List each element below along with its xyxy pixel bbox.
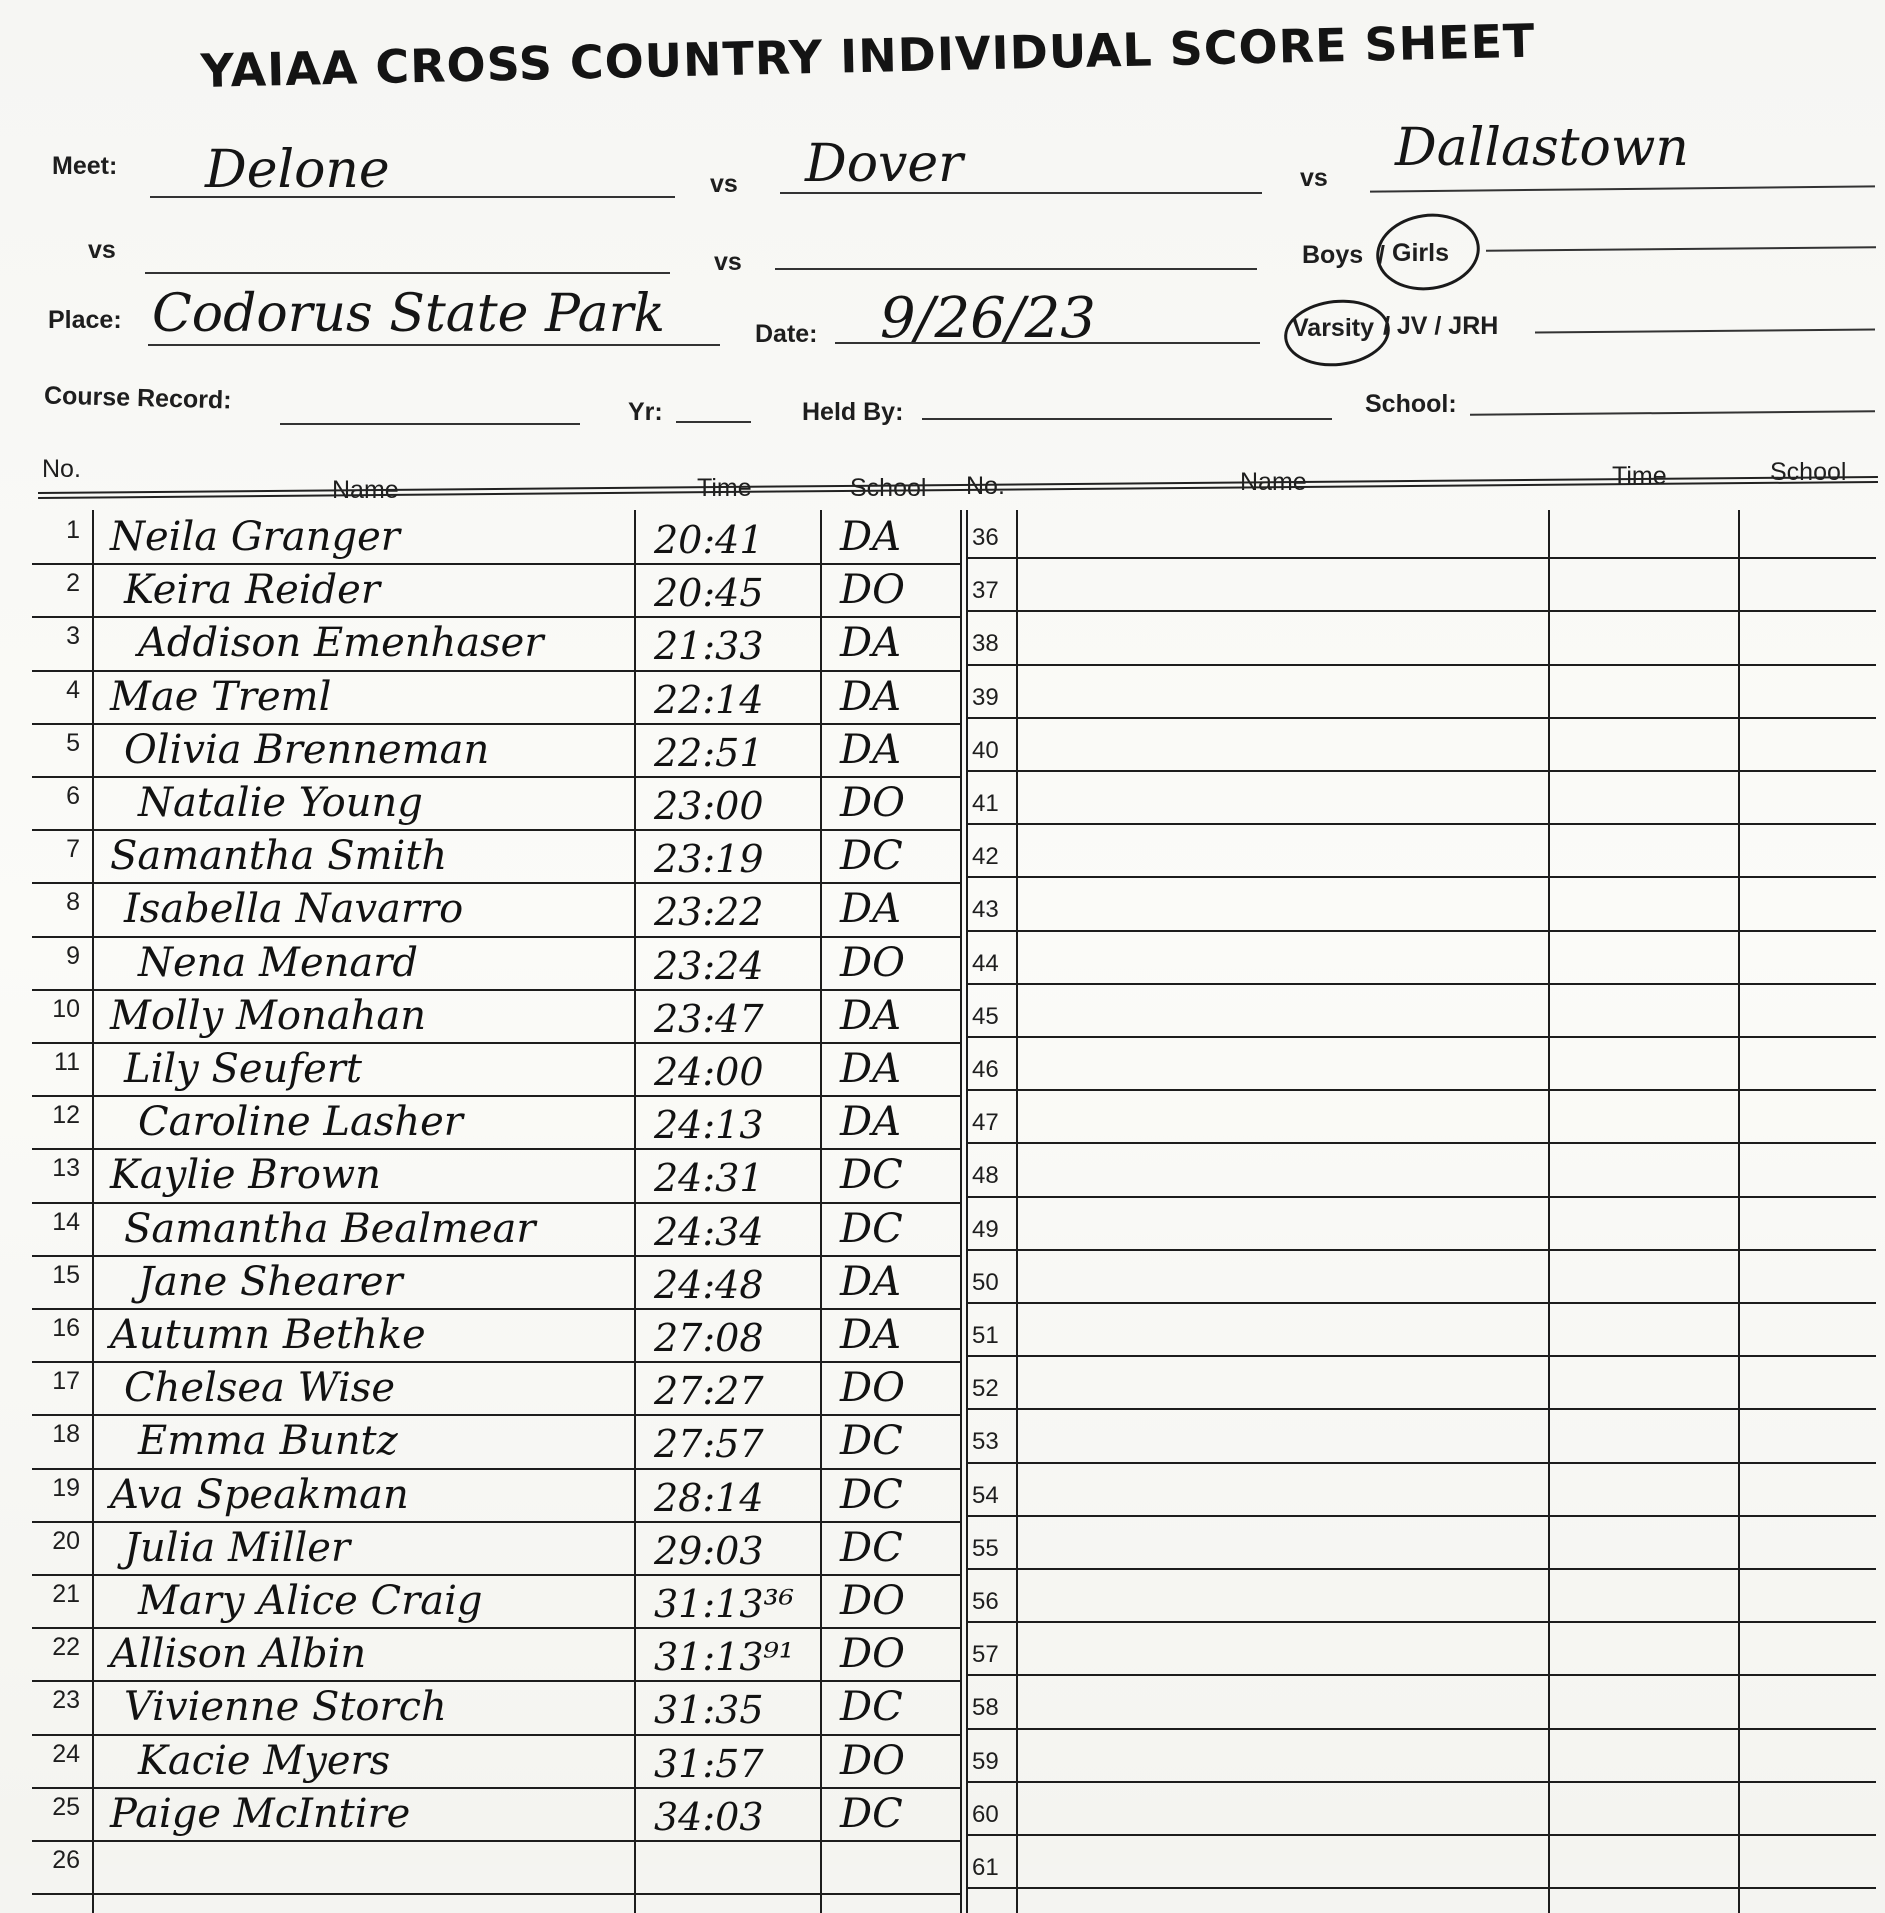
runner-name[interactable]: Allison Albin	[110, 1631, 367, 1678]
runner-name[interactable]: Chelsea Wise	[124, 1365, 395, 1412]
school-code[interactable]: DC	[840, 1152, 903, 1199]
row-number: 53	[972, 1428, 999, 1456]
row-number: 23	[52, 1686, 80, 1715]
row-number: 37	[972, 577, 999, 605]
table-row-line	[966, 1249, 1876, 1251]
finish-time[interactable]: 24:31	[654, 1156, 764, 1201]
col-divider-no	[92, 510, 94, 1913]
header-school-left: School	[850, 474, 927, 502]
runner-name[interactable]: Ava Speakman	[110, 1471, 409, 1518]
row-number: 19	[52, 1473, 80, 1502]
table-row-line	[966, 1196, 1876, 1198]
date-label: Date:	[755, 320, 818, 348]
school-code[interactable]: DA	[840, 886, 901, 933]
table-row-line	[32, 1787, 962, 1789]
meet-label: Meet:	[52, 152, 118, 180]
school-line	[1470, 410, 1875, 416]
runner-name[interactable]: Addison Emenhaser	[138, 620, 544, 667]
school-code[interactable]: DC	[840, 1684, 903, 1731]
row-number: 6	[66, 782, 80, 810]
table-row-line	[966, 1036, 1876, 1038]
header-name-right: Name	[1240, 468, 1307, 496]
runner-name[interactable]: Lily Seufert	[124, 1046, 362, 1092]
runner-name[interactable]: Samantha Bealmear	[124, 1205, 536, 1252]
finish-time[interactable]: 31:13³⁶	[654, 1582, 794, 1626]
table-row-line	[32, 1308, 962, 1310]
col-divider-time	[820, 510, 822, 1913]
runner-name[interactable]: Olivia Brenneman	[124, 726, 490, 773]
table-row-line	[966, 1515, 1876, 1517]
school-code[interactable]: DC	[840, 1205, 903, 1252]
header-school-right: School	[1770, 458, 1847, 486]
finish-time[interactable]: 24:34	[654, 1209, 764, 1254]
row-number: 4	[66, 675, 80, 704]
runner-name[interactable]: Jane Shearer	[138, 1258, 403, 1305]
gender-separator: /	[1378, 241, 1385, 269]
table-row-line	[32, 1627, 962, 1629]
table-row-line	[966, 930, 1876, 932]
table-row-line	[32, 723, 962, 725]
row-number: 60	[972, 1800, 999, 1828]
table-row-line	[966, 770, 1876, 772]
row-number: 18	[52, 1420, 80, 1449]
runner-name[interactable]: Keira Reider	[124, 567, 380, 614]
table-row-line	[32, 1680, 962, 1682]
selected-girls-circle	[1371, 207, 1485, 297]
table-row-line	[966, 664, 1876, 666]
header-no-right: No.	[966, 472, 1005, 500]
school-code[interactable]: DO	[840, 567, 905, 614]
school-code[interactable]: DC	[840, 1524, 903, 1571]
table-row-line	[966, 1302, 1876, 1304]
row-number: 11	[54, 1048, 80, 1076]
finish-time[interactable]: 28:14	[654, 1475, 764, 1520]
course-record-line	[280, 423, 580, 425]
row-number: 55	[972, 1534, 999, 1562]
row-number: 15	[52, 1260, 80, 1289]
row-number: 42	[972, 843, 999, 871]
header-no-left: No.	[42, 455, 81, 483]
row-number: 21	[52, 1580, 80, 1608]
runner-name[interactable]: Julia Miller	[124, 1524, 351, 1571]
runner-name[interactable]: Kaylie Brown	[110, 1152, 381, 1199]
school-code[interactable]: DC	[840, 1471, 903, 1518]
table-row-line	[32, 1574, 962, 1576]
school-code[interactable]: DC	[840, 1418, 903, 1465]
vs-label-1: vs	[710, 170, 738, 198]
vs-label-2: vs	[1300, 164, 1328, 192]
col-divider-school-b	[966, 510, 968, 1913]
table-row-line	[32, 670, 962, 672]
yr-label: Yr:	[628, 398, 663, 426]
row-number: 46	[972, 1056, 999, 1083]
row-number: 50	[972, 1268, 999, 1296]
table-row-line	[966, 876, 1876, 878]
finish-time[interactable]: 22:14	[654, 677, 764, 722]
school-code[interactable]: DA	[840, 1046, 901, 1092]
row-number: 49	[972, 1215, 999, 1243]
row-number: 56	[972, 1588, 999, 1615]
finish-time[interactable]: 24:48	[654, 1262, 764, 1307]
table-row-line	[32, 1042, 962, 1044]
table-row-line	[966, 1621, 1876, 1623]
row-number: 12	[52, 1101, 80, 1130]
runner-name[interactable]: Kacie Myers	[138, 1737, 391, 1784]
row-number: 51	[972, 1322, 999, 1349]
finish-time[interactable]: 31:13⁹¹	[654, 1635, 794, 1680]
table-row-line	[32, 616, 962, 618]
row-number: 13	[52, 1154, 80, 1183]
school-code[interactable]: DA	[840, 1312, 901, 1358]
level-varsity[interactable]: Varsity	[1292, 314, 1375, 342]
table-row-line	[966, 1355, 1876, 1357]
finish-time[interactable]: 23:22	[654, 890, 764, 935]
runner-name[interactable]: Samantha Smith	[110, 833, 448, 880]
table-row-line	[966, 1568, 1876, 1570]
row-number: 39	[972, 683, 999, 711]
table-row-line	[32, 1893, 962, 1895]
table-row-line	[32, 1095, 962, 1097]
table-row-line	[32, 563, 962, 565]
row-number: 54	[972, 1481, 999, 1509]
row-number: 47	[972, 1109, 999, 1137]
table-row-line	[966, 983, 1876, 985]
table-row-line	[32, 1521, 962, 1523]
col-divider-time-right	[1738, 510, 1740, 1913]
table-row-line	[966, 1408, 1876, 1410]
row-number: 14	[52, 1207, 80, 1236]
table-row-line	[32, 1202, 962, 1204]
runner-name[interactable]: Paige McIntire	[110, 1790, 411, 1837]
place-value[interactable]: Codorus State Park	[152, 284, 665, 344]
runner-name[interactable]: Mae Treml	[110, 673, 332, 720]
level-other-options[interactable]: / JV / JRH	[1383, 312, 1499, 340]
table-row-line	[32, 1468, 962, 1470]
row-number: 61	[972, 1854, 999, 1881]
school-code[interactable]: DA	[840, 1258, 901, 1305]
held-by-label: Held By:	[802, 398, 904, 426]
school-code[interactable]: DC	[840, 1790, 903, 1837]
held-by-line	[922, 418, 1332, 420]
vs-label-4: vs	[714, 248, 742, 276]
row-number: 17	[52, 1367, 80, 1396]
finish-time[interactable]: 23:19	[654, 837, 764, 882]
table-row-line	[32, 829, 962, 831]
finish-time[interactable]: 27:57	[654, 1422, 764, 1467]
school-code[interactable]: DO	[840, 1578, 905, 1624]
table-row-line	[966, 1462, 1876, 1464]
row-number: 22	[52, 1633, 80, 1662]
finish-time[interactable]: 23:47	[654, 996, 764, 1041]
header-time-left: Time	[697, 474, 752, 502]
finish-time[interactable]: 34:03	[654, 1794, 764, 1839]
row-number: 43	[972, 896, 999, 924]
row-number: 38	[972, 630, 999, 658]
gender-line	[1486, 246, 1876, 251]
col-divider-name-right	[1548, 510, 1550, 1913]
runner-name[interactable]: Nena Menard	[138, 939, 418, 986]
gender-boys[interactable]: Boys	[1302, 241, 1364, 269]
school-label: School:	[1365, 390, 1457, 418]
row-number: 59	[972, 1747, 999, 1775]
col-divider-no-right	[1016, 510, 1018, 1913]
row-number: 9	[66, 941, 80, 970]
table-row-line	[966, 610, 1876, 612]
row-number: 57	[972, 1641, 999, 1669]
table-row-line	[966, 1089, 1876, 1091]
row-number: 25	[52, 1792, 80, 1821]
table-row-line	[32, 989, 962, 991]
school-code[interactable]: DO	[840, 1365, 905, 1412]
finish-time[interactable]: 21:33	[654, 624, 764, 669]
row-number: 20	[52, 1526, 80, 1555]
school-code[interactable]: DO	[840, 939, 905, 986]
row-number: 16	[52, 1314, 80, 1342]
runner-name[interactable]: Autumn Bethke	[110, 1312, 426, 1358]
runner-name[interactable]: Isabella Navarro	[124, 886, 464, 933]
col-divider-school-a	[960, 510, 962, 1913]
course-record-label: Course Record:	[43, 381, 232, 415]
row-number: 41	[972, 790, 999, 817]
finish-time[interactable]: 29:03	[654, 1528, 764, 1573]
finish-time[interactable]: 31:35	[654, 1688, 764, 1733]
finish-time[interactable]: 27:27	[654, 1369, 764, 1414]
finish-time[interactable]: 23:24	[654, 943, 764, 988]
finish-time[interactable]: 27:08	[654, 1316, 764, 1360]
place-label: Place:	[48, 306, 122, 334]
table-row-line	[966, 1674, 1876, 1676]
table-row-line	[32, 776, 962, 778]
meet-team3-value[interactable]: Dallastown	[1395, 118, 1689, 178]
table-row-line	[32, 936, 962, 938]
school-code[interactable]: DO	[840, 1631, 905, 1678]
finish-time[interactable]: 22:51	[654, 730, 764, 775]
finish-time[interactable]: 31:57	[654, 1741, 764, 1786]
row-number: 44	[972, 949, 999, 977]
runner-name[interactable]: Natalie Young	[138, 780, 423, 826]
row-number: 10	[52, 994, 80, 1023]
school-code[interactable]: DA	[840, 726, 901, 773]
table-row-line	[32, 1414, 962, 1416]
col-divider-name	[634, 510, 636, 1913]
runner-name[interactable]: Emma Buntz	[138, 1418, 398, 1465]
row-number: 52	[972, 1375, 999, 1403]
school-code[interactable]: DA	[840, 620, 901, 667]
school-code[interactable]: DO	[840, 780, 905, 826]
runner-name[interactable]: Caroline Lasher	[138, 1099, 463, 1146]
place-line	[148, 344, 720, 346]
yr-line	[676, 421, 751, 423]
row-number: 48	[972, 1162, 999, 1190]
finish-time[interactable]: 20:45	[654, 571, 764, 616]
row-number: 5	[66, 728, 80, 757]
meet-team3-line	[1370, 185, 1875, 192]
table-row-line	[32, 1255, 962, 1257]
row-number: 7	[66, 835, 80, 864]
team5-line	[775, 268, 1257, 270]
header-time-right: Time	[1612, 462, 1667, 490]
row-number: 58	[972, 1694, 999, 1722]
selected-varsity-circle	[1281, 295, 1393, 372]
header-name-left: Name	[332, 476, 399, 504]
date-value[interactable]: 9/26/23	[880, 286, 1096, 351]
finish-time[interactable]: 24:13	[654, 1103, 764, 1148]
level-line	[1535, 329, 1875, 334]
table-row-line	[32, 1840, 962, 1842]
table-row-line	[32, 1361, 962, 1363]
row-number: 36	[972, 524, 999, 551]
team4-line	[145, 272, 670, 274]
school-code[interactable]: DC	[840, 833, 903, 880]
meet-team1-value[interactable]: Delone	[205, 140, 390, 200]
meet-team2-value[interactable]: Dover	[805, 134, 964, 194]
runner-name[interactable]: Molly Monahan	[110, 992, 426, 1039]
school-code[interactable]: DA	[840, 1099, 901, 1146]
runner-name[interactable]: Mary Alice Craig	[138, 1578, 483, 1624]
table-row-line	[966, 1142, 1876, 1144]
table-row-line	[32, 882, 962, 884]
row-number: 1	[66, 516, 80, 544]
school-code[interactable]: DA	[840, 514, 901, 560]
row-number: 45	[972, 1002, 999, 1030]
sheet-title: YAIAA CROSS COUNTRY INDIVIDUAL SCORE SHEET	[200, 13, 1536, 98]
finish-time[interactable]: 23:00	[654, 784, 764, 828]
table-row-line	[966, 1834, 1876, 1836]
header-rule	[38, 476, 1878, 499]
row-number: 40	[972, 736, 999, 764]
finish-time[interactable]: 24:00	[654, 1050, 764, 1094]
table-row-line	[32, 1734, 962, 1736]
table-row-line	[966, 1887, 1876, 1889]
school-code[interactable]: DA	[840, 673, 901, 720]
row-number: 2	[66, 569, 80, 598]
vs-label-3: vs	[88, 236, 116, 264]
runner-name[interactable]: Neila Granger	[110, 514, 400, 560]
table-row-line	[966, 1781, 1876, 1783]
table-row-line	[966, 823, 1876, 825]
row-number: 3	[66, 622, 80, 651]
school-code[interactable]: DA	[840, 992, 901, 1039]
school-code[interactable]: DO	[840, 1737, 905, 1784]
runner-name[interactable]: Vivienne Storch	[124, 1684, 447, 1731]
row-number: 8	[66, 888, 80, 917]
row-number: 24	[52, 1739, 80, 1768]
finish-time[interactable]: 20:41	[654, 518, 764, 562]
table-row-line	[32, 1148, 962, 1150]
table-row-line	[966, 717, 1876, 719]
gender-girls[interactable]: Girls	[1392, 239, 1449, 267]
table-row-line	[966, 1728, 1876, 1730]
table-row-line	[966, 557, 1876, 559]
row-number: 26	[52, 1846, 80, 1874]
